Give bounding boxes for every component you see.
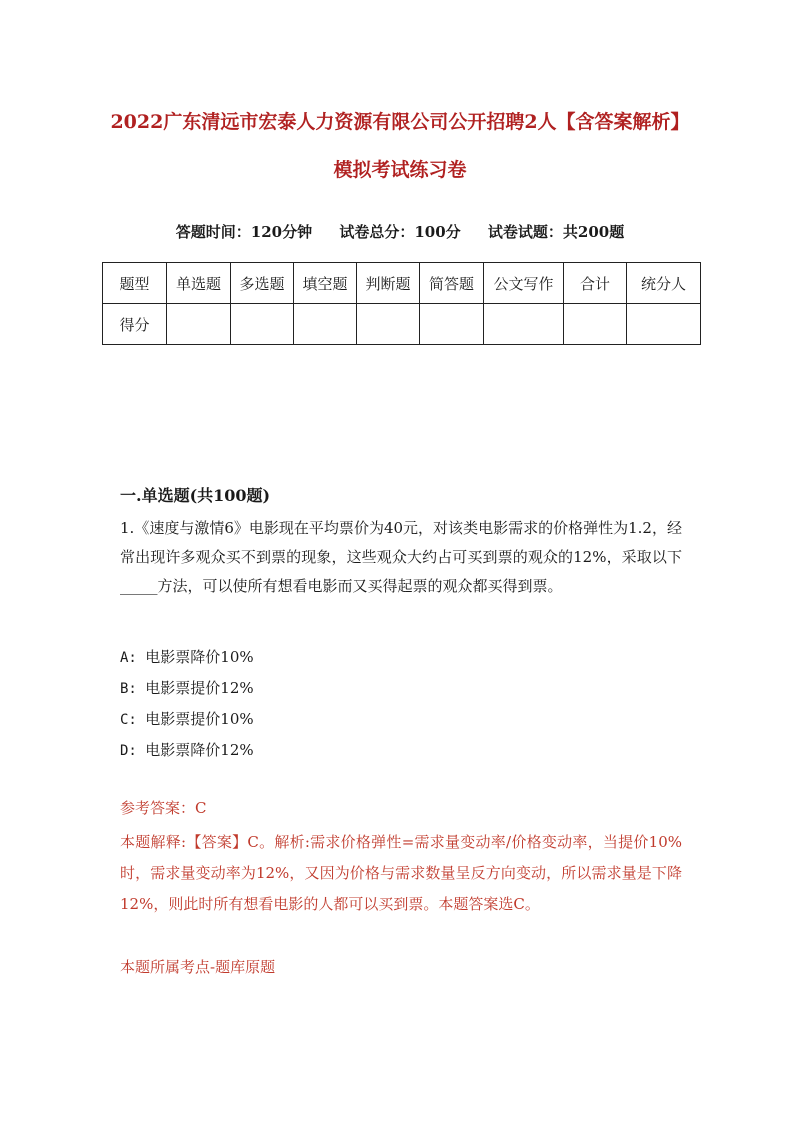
score-table-header: 判断题 xyxy=(357,263,420,304)
score-table-header: 题型 xyxy=(103,263,167,304)
option-text: 电影票提价10% xyxy=(145,710,254,728)
exam-time: 答题时间：120分钟 xyxy=(175,223,313,241)
score-table xyxy=(102,262,701,345)
score-cell xyxy=(484,304,564,345)
exam-question-count: 试卷试题：共200题 xyxy=(487,223,625,241)
option-key: C: xyxy=(120,712,137,728)
score-table-header: 填空题 xyxy=(294,263,357,304)
score-cell xyxy=(564,304,627,345)
answer-analysis: 本题解释:【答案】C。解析:需求价格弹性=需求量变动率/价格变动率，当提价10%时，需求量变动率为12%，又因为价格与需求数量呈反方向变动，所以需求量是下降12%，则此时所有想看电影的人都可以买到票。本题答案选C。 xyxy=(120,833,682,913)
score-table-header-row xyxy=(103,263,701,304)
score-table-header: 简答题 xyxy=(420,263,484,304)
score-cell xyxy=(357,304,420,345)
question-stem: 1.《速度与激情6》电影现在平均票价为40元，对该类电影需求的价格弹性为1.2，经常出现许多观众买不到票的现象，这些观众大约占可买到票的观众的12%，采取以下_____方法，可以使所有想看电影而又买得起票的观众都买得到票。 xyxy=(120,519,682,595)
score-cell xyxy=(294,304,357,345)
score-table-header: 单选题 xyxy=(167,263,231,304)
score-table-row xyxy=(103,304,701,345)
option-text: 电影票降价12% xyxy=(145,741,254,759)
option-d xyxy=(120,735,254,766)
score-cell xyxy=(420,304,484,345)
option-key: A: xyxy=(120,650,137,666)
document-title: 2022广东清远市宏泰人力资源有限公司公开招聘2人【含答案解析】模拟考试练习卷 xyxy=(110,111,690,181)
score-table-header: 公文写作 xyxy=(484,263,564,304)
score-table-header: 合计 xyxy=(564,263,627,304)
option-key: D: xyxy=(120,743,137,759)
knowledge-point: 本题所属考点-题库原题 xyxy=(120,958,276,976)
section-title: 一.单选题(共100题) xyxy=(120,486,271,505)
option-text: 电影票提价12% xyxy=(145,679,254,697)
exam-total-score: 试卷总分：100分 xyxy=(339,223,461,241)
option-key: B: xyxy=(120,681,137,697)
option-text: 电影票降价10% xyxy=(145,648,254,666)
option-c xyxy=(120,704,254,735)
score-cell xyxy=(627,304,701,345)
exam-info xyxy=(0,221,800,242)
option-b xyxy=(120,673,254,704)
score-cell xyxy=(231,304,294,345)
score-cell xyxy=(167,304,231,345)
reference-answer: 参考答案：C xyxy=(120,799,207,817)
option-a xyxy=(120,642,254,673)
score-table-header: 统分人 xyxy=(627,263,701,304)
score-table-header: 多选题 xyxy=(231,263,294,304)
score-row-label: 得分 xyxy=(103,304,167,345)
option-list xyxy=(120,642,254,766)
